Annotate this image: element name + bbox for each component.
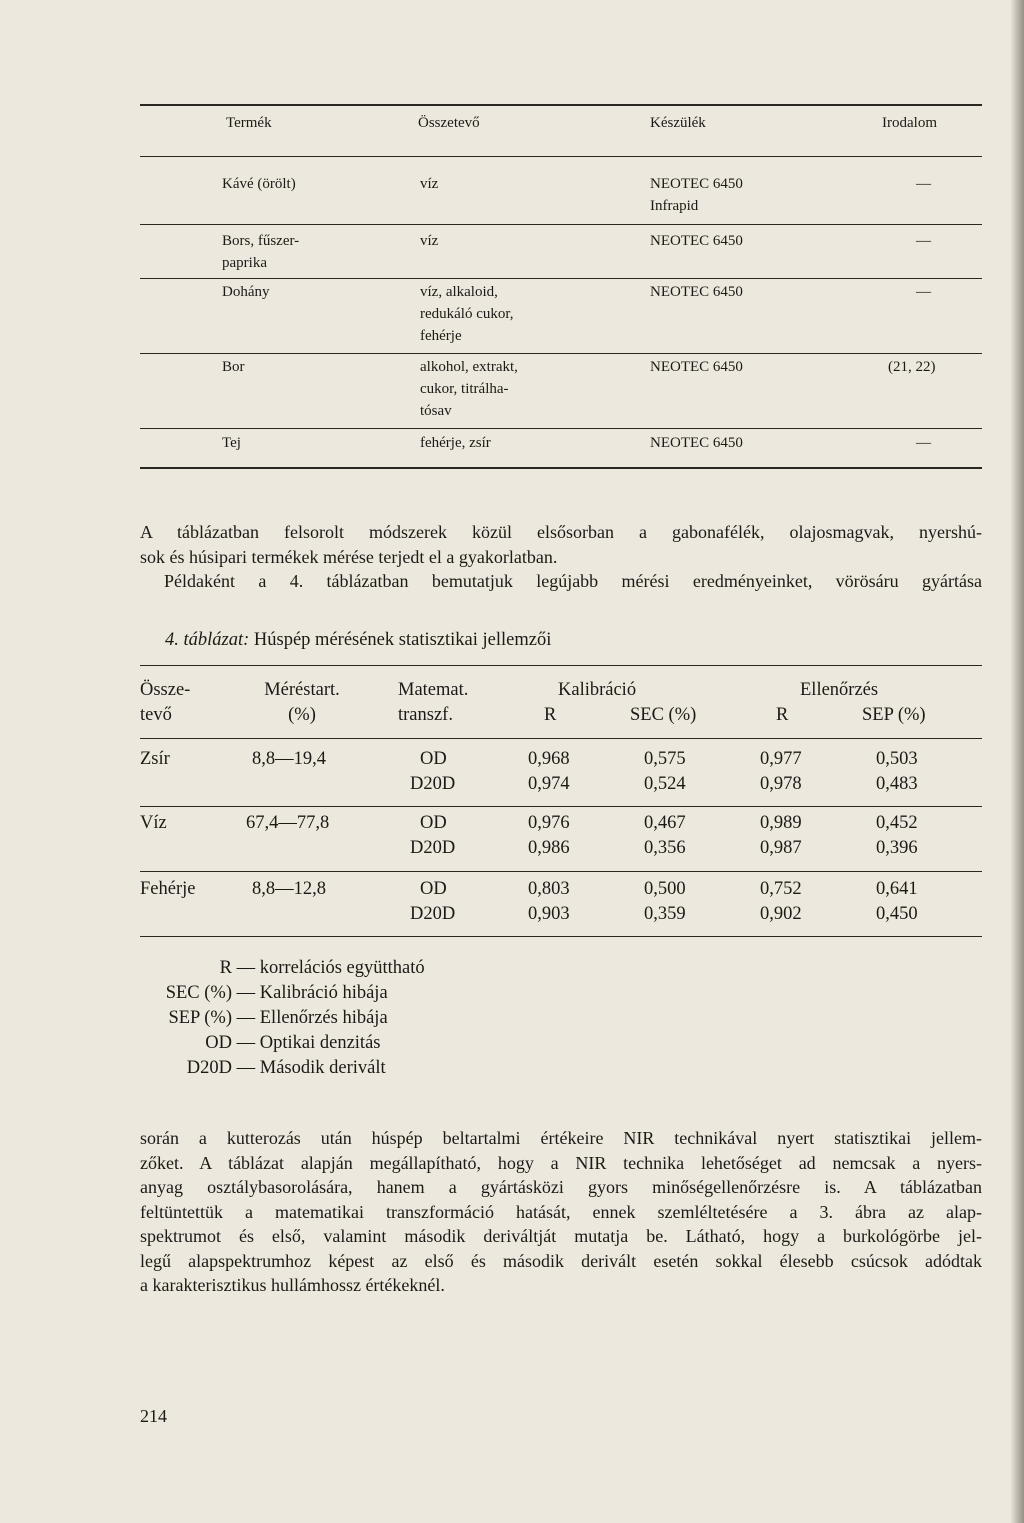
legend-key: SEP (%) xyxy=(168,1008,232,1028)
table2-cell-sep: 0,452 xyxy=(876,813,918,833)
table1-header-device: Készülék xyxy=(650,115,706,131)
table2-header-calibration: Kalibráció xyxy=(558,680,637,700)
table1-cell-ref: (21, 22) xyxy=(888,359,936,375)
table2-cell-sep: 0,503 xyxy=(876,749,918,769)
paragraph-line: A táblázatban felsorolt módszerek közül elsősorban a gabonafélék, olajosmagvak, nyershú- xyxy=(140,522,982,542)
table2-header-sep: SEP (%) xyxy=(862,705,926,725)
table2-header-validation: Ellenőrzés xyxy=(800,680,879,700)
table2-cell-r-val: 0,989 xyxy=(760,813,802,833)
table2-cell-sep: 0,396 xyxy=(876,838,918,858)
abbreviation-legend xyxy=(140,956,425,1081)
table1-header-rule xyxy=(140,156,982,157)
paragraph-line: spektrumot és első, valamint második deriváltját mutatja be. Látható, hogy a burkológörbe jel- xyxy=(140,1226,982,1246)
legend-entry xyxy=(140,1056,425,1081)
table2-cell-r-val: 0,978 xyxy=(760,774,802,794)
table2-header-component: Össze- tevő xyxy=(140,680,191,725)
table1-cell-ref: — xyxy=(916,284,931,300)
paragraph-line: zőket. A táblázat alapján megállapítható, hogy a NIR technika lehetőséget ad nemcsak a nyers- xyxy=(140,1152,982,1173)
table1-header-component: Összetevő xyxy=(418,115,480,131)
table1-header-ref: Irodalom xyxy=(882,115,937,131)
legend-text: — Optikai denzitás xyxy=(236,1033,381,1053)
table2-cell-r-cal: 0,968 xyxy=(528,749,570,769)
table2-row-rule xyxy=(140,806,982,807)
paragraph-line: a karakterisztikus hullámhossz értékeknél. xyxy=(140,1275,445,1295)
table2-cell-sec: 0,467 xyxy=(644,813,686,833)
page-edge-shadow xyxy=(1010,0,1024,1523)
table2-cell-sep: 0,483 xyxy=(876,774,918,794)
legend-text: — Kalibráció hibája xyxy=(236,983,388,1003)
table2-cell-sec: 0,500 xyxy=(644,879,686,899)
table1-cell-component: fehérje, zsír xyxy=(420,435,491,451)
table2-cell-sep: 0,450 xyxy=(876,904,918,924)
paragraph-line: során a kutterozás után húspép beltartalmi értékeire NIR technikával nyert statisztikai jellem- xyxy=(140,1128,982,1148)
table2-bottom-rule xyxy=(140,936,982,937)
paragraph-line: anyag osztálybasorolására, hanem a gyártásközi gyors minőségellenőrzésre is. A táblázatban xyxy=(140,1177,982,1197)
table2-cell-r-val: 0,977 xyxy=(760,749,802,769)
table2-header-r-cal: R xyxy=(544,705,557,725)
table2-header-r-val: R xyxy=(776,705,789,725)
table1-cell-ref: — xyxy=(916,233,931,249)
table2-cell-r-val: 0,902 xyxy=(760,904,802,924)
table1-cell-ref: — xyxy=(916,435,931,451)
table2-cell-r-cal: 0,903 xyxy=(528,904,570,924)
table2-cell-sec: 0,356 xyxy=(644,838,686,858)
legend-key: SEC (%) xyxy=(165,983,232,1003)
table2-header-sec: SEC (%) xyxy=(630,705,697,725)
table1-top-rule xyxy=(140,104,982,106)
table1-cell-device: NEOTEC 6450 Infrapid xyxy=(650,176,743,214)
table2-cell-r-val: 0,752 xyxy=(760,879,802,899)
table1-row-rule xyxy=(140,224,982,225)
table2-cell-component: Fehérje xyxy=(140,879,196,899)
legend-key: R xyxy=(219,958,232,978)
table1-cell-device: NEOTEC 6450 xyxy=(650,284,743,300)
table1-bottom-rule xyxy=(140,467,982,469)
table1-cell-product: Bor xyxy=(222,359,245,375)
table2-cell-range: 67,4—77,8 xyxy=(246,813,330,833)
table2-header-range: Méréstart. (%) xyxy=(264,680,340,725)
caption-number: 4. táblázat: xyxy=(165,630,250,650)
paragraph-line: sok és húsipari termékek mérése terjedt el a gyakorlatban. xyxy=(140,546,558,567)
table2-cell-r-cal: 0,976 xyxy=(528,813,570,833)
table2-cell-range: 8,8—12,8 xyxy=(252,879,326,899)
table2-cell-sep: 0,641 xyxy=(876,879,918,899)
table2-cell-transform: OD xyxy=(420,749,447,769)
table2-cell-r-cal: 0,986 xyxy=(528,838,570,858)
table1-cell-product: Bors, fűszer- paprika xyxy=(222,233,300,271)
table2-cell-transform: OD xyxy=(420,813,447,833)
legend-key: OD xyxy=(205,1033,232,1053)
table1-cell-device: NEOTEC 6450 xyxy=(650,435,743,451)
table1-cell-device: NEOTEC 6450 xyxy=(650,233,743,249)
table2-cell-transform: D20D xyxy=(410,838,456,858)
caption-title: Húspép mérésének statisztikai jellemzői xyxy=(253,630,552,650)
table1-row-rule xyxy=(140,278,982,279)
legend-entry xyxy=(140,956,425,981)
table1-row-rule xyxy=(140,428,982,429)
table1-cell-component: víz xyxy=(420,176,439,192)
table1-cell-product: Tej xyxy=(222,435,241,451)
table2-cell-sec: 0,575 xyxy=(644,749,686,769)
table2-cell-r-cal: 0,974 xyxy=(528,774,570,794)
table2-cell-component: Víz xyxy=(140,813,167,833)
table2-cell-r-val: 0,987 xyxy=(760,838,802,858)
table1-cell-component: víz, alkaloid, redukáló cukor, fehérje xyxy=(420,284,514,344)
paragraph-line: feltüntettük a matematikai transzformáció hatását, ennek szemléltetésére a 3. ábra az alap- xyxy=(140,1201,982,1222)
table1-cell-product: Kávé (örölt) xyxy=(222,176,296,192)
table2-cell-range: 8,8—19,4 xyxy=(252,749,326,769)
paragraph-intro xyxy=(140,520,982,594)
paragraph-line: legű alapspektrumhoz képest az első és második derivált esetén sokkal élesebb csúcsok adódtak xyxy=(140,1250,982,1271)
table1-header-product: Termék xyxy=(226,115,272,131)
table2-header-transform: Matemat. transzf. xyxy=(398,680,469,725)
table1-row-rule xyxy=(140,353,982,354)
legend-text: — Második derivált xyxy=(236,1058,386,1078)
table2-cell-transform: D20D xyxy=(410,774,456,794)
table1-cell-device: NEOTEC 6450 xyxy=(650,359,743,375)
table2-cell-sec: 0,524 xyxy=(644,774,686,794)
paragraph-line: Példaként a 4. táblázatban bemutatjuk legújabb mérési eredményeinket, vörösáru gyártása xyxy=(164,571,982,591)
table2-header-rule xyxy=(140,738,982,739)
legend-key: D20D xyxy=(186,1058,232,1078)
paragraph-body xyxy=(140,1126,982,1298)
table2-cell-sec: 0,359 xyxy=(644,904,686,924)
table1-cell-product: Dohány xyxy=(222,284,270,300)
table1-cell-ref: — xyxy=(916,176,931,192)
table2-top-rule xyxy=(140,665,982,666)
table2-cell-r-cal: 0,803 xyxy=(528,879,570,899)
table2-cell-component: Zsír xyxy=(140,749,170,769)
table1-cell-component: víz xyxy=(420,233,439,249)
table2-cell-transform: OD xyxy=(420,879,447,899)
legend-text: — korrelációs együttható xyxy=(236,958,425,978)
legend-entry xyxy=(140,1031,425,1056)
page-number: 214 xyxy=(140,1406,167,1426)
table2-row-rule xyxy=(140,871,982,872)
table2-caption xyxy=(165,630,551,651)
legend-text: — Ellenőrzés hibája xyxy=(236,1008,388,1028)
table1-cell-component: alkohol, extrakt, cukor, titrálha- tósav xyxy=(420,359,518,419)
legend-entry xyxy=(140,1006,425,1031)
legend-entry xyxy=(140,981,425,1006)
table2-cell-transform: D20D xyxy=(410,904,456,924)
